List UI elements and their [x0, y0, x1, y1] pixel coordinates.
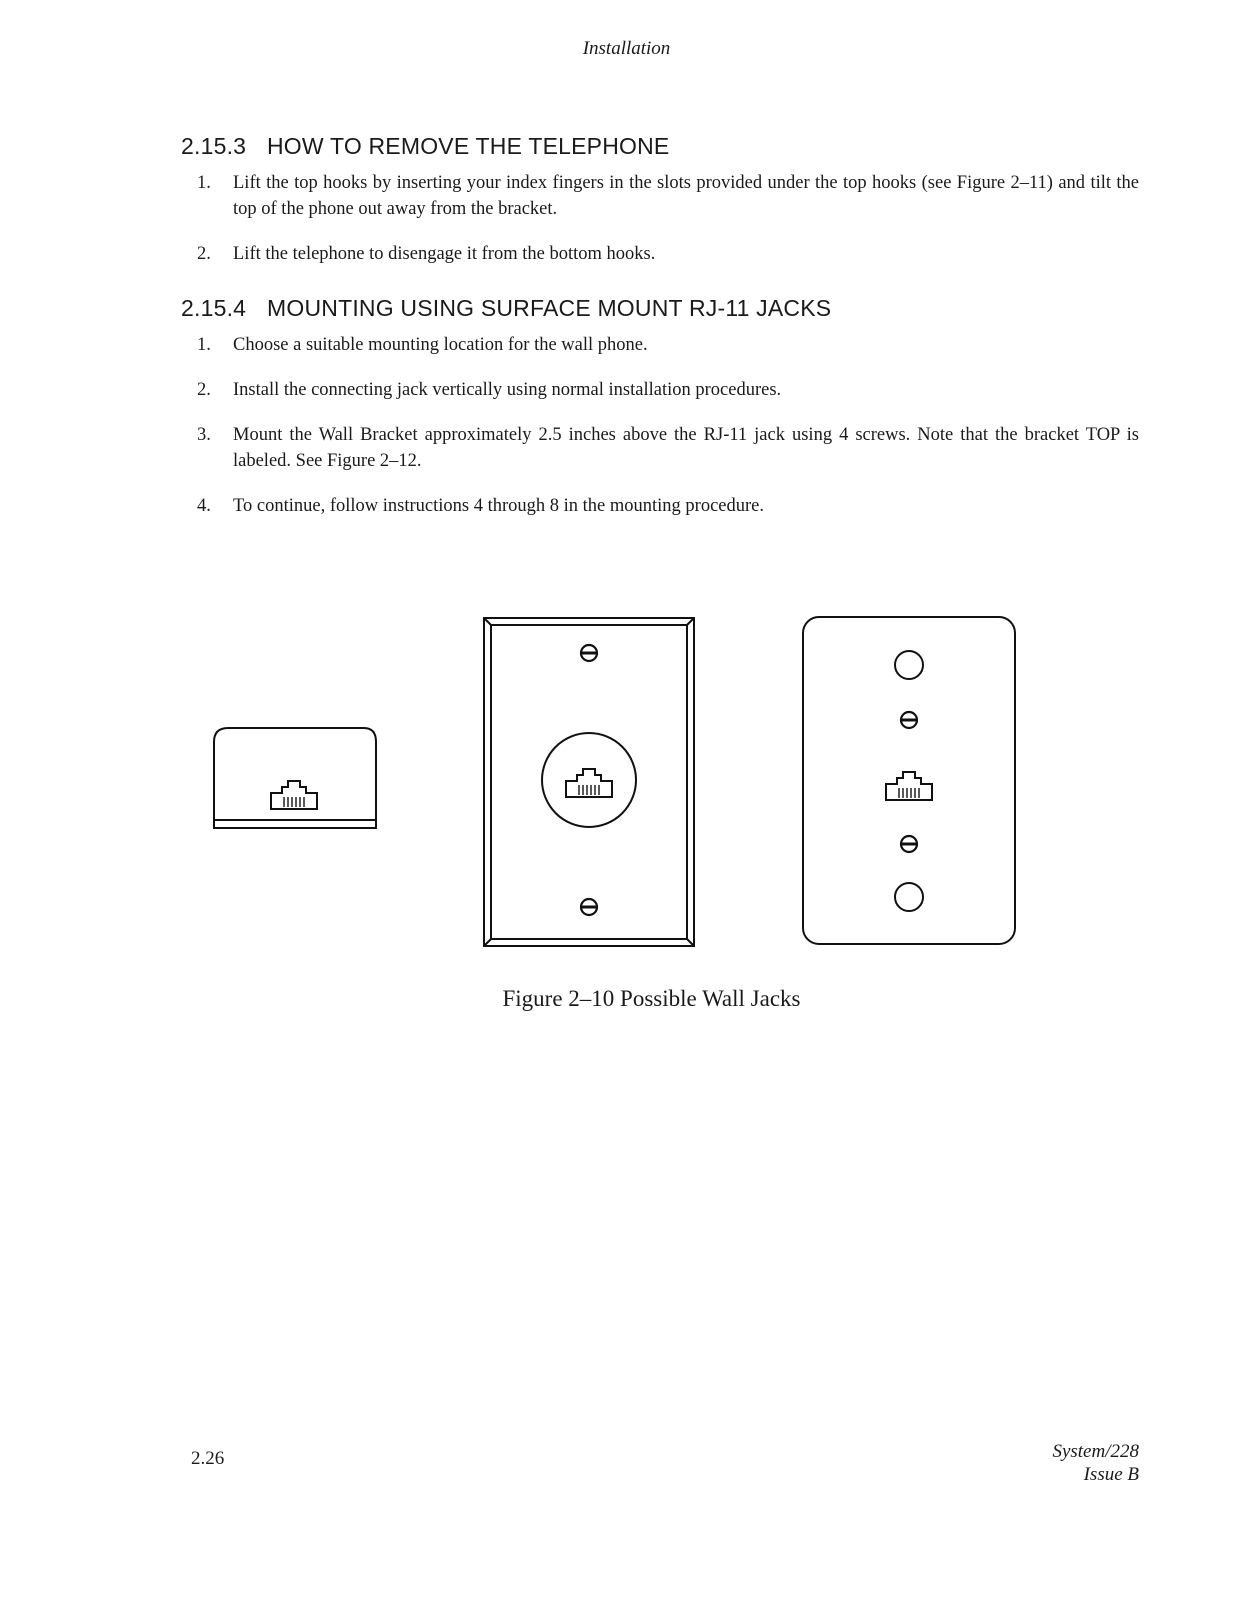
list-item: [197, 170, 1139, 222]
page-number: 2.26: [191, 1448, 225, 1469]
steps-list-surface-mount: [197, 332, 1139, 538]
figure-caption: Figure 2–10 Possible Wall Jacks: [502, 986, 801, 1011]
document-id: [1052, 1440, 1139, 1486]
step-number: 1.: [197, 173, 211, 193]
step-text: Mount the Wall Bracket approximately 2.5 inches above the RJ-11 jack using 4 screws. Note that the bracket TOP is labeled. See Figure 2–12.: [233, 425, 1139, 471]
doc-issue: Issue B: [1083, 1464, 1139, 1485]
section-number: 2.15.3: [181, 133, 247, 159]
steps-list-remove-telephone: [197, 170, 1139, 286]
surface-mount-jack: [214, 728, 376, 828]
step-text: Lift the top hooks by inserting your index fingers in the slots provided under the top hooks (see Figure 2–11) and tilt the top of the phone out away from the bracket.: [233, 173, 1139, 219]
step-text: To continue, follow instructions 4 through 8 in the mounting procedure.: [233, 496, 765, 516]
step-text: Lift the telephone to disengage it from the bottom hooks.: [233, 244, 656, 264]
section-title: MOUNTING USING SURFACE MOUNT RJ-11 JACKS: [267, 295, 832, 321]
running-head: Installation: [582, 38, 671, 59]
flush-wall-plate-jack: [484, 618, 694, 946]
step-text: Install the connecting jack vertically using normal installation procedures.: [233, 380, 782, 400]
step-number: 2.: [197, 244, 211, 264]
step-number: 4.: [197, 496, 211, 516]
step-number: 1.: [197, 335, 211, 355]
section-number: 2.15.4: [181, 295, 247, 321]
step-text: Choose a suitable mounting location for the wall phone.: [233, 335, 648, 355]
step-number: 3.: [197, 425, 211, 445]
list-item: [197, 377, 1139, 403]
section-heading-2-15-4: [181, 295, 831, 322]
section-heading-2-15-3: [181, 133, 669, 160]
section-title: HOW TO REMOVE THE TELEPHONE: [267, 133, 670, 159]
step-number: 2.: [197, 380, 211, 400]
doc-title: System/228: [1052, 1441, 1139, 1462]
wall-phone-jack-plate: [803, 617, 1015, 944]
list-item: [197, 332, 1139, 358]
list-item: [197, 241, 1139, 267]
list-item: [197, 422, 1139, 474]
list-item: [197, 493, 1139, 519]
wall-jacks-figure: [0, 600, 1253, 970]
